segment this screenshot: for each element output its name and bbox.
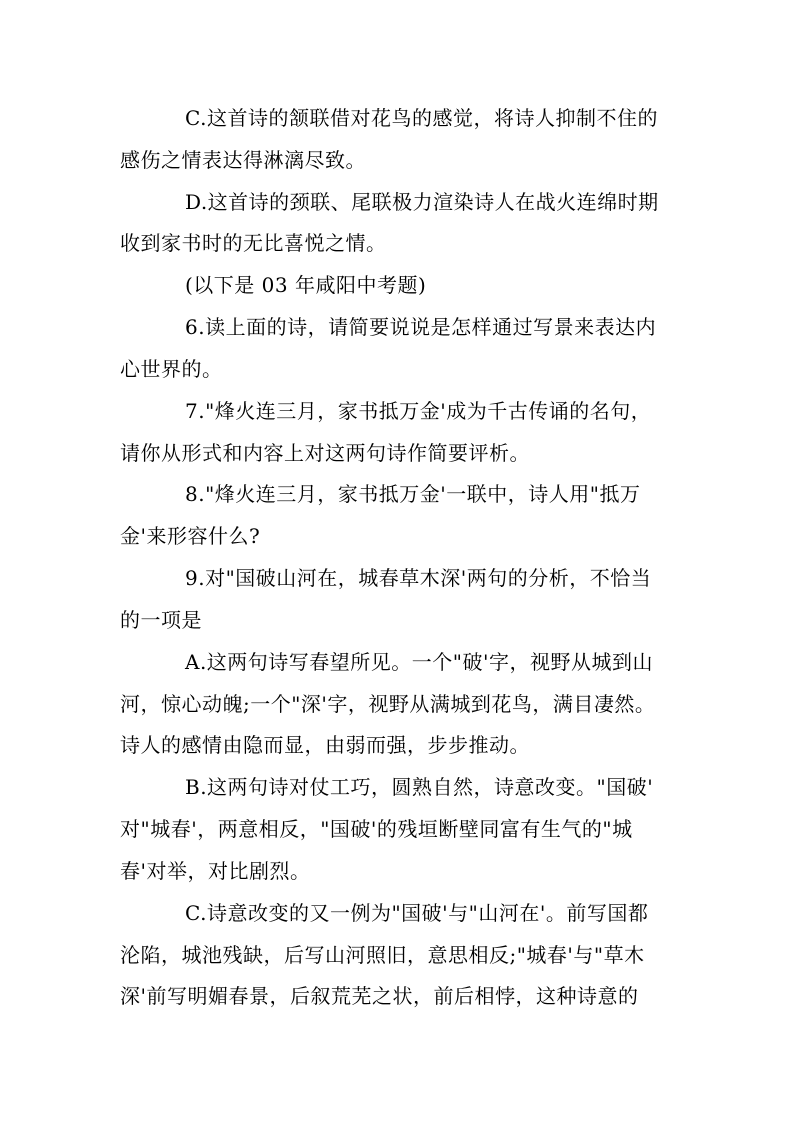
text-line: 对"城春'，两意相反，"国破'的残垣断壁同富有生气的"城 bbox=[120, 817, 633, 841]
text-line: A.这两句诗写春望所见。一个"破'字，视野从城到山 bbox=[185, 650, 653, 674]
text-line: 感伤之情表达得淋漓尽致。 bbox=[120, 148, 366, 172]
text-line: 7."烽火连三月，家书抵万金'成为千古传诵的名句， bbox=[185, 399, 652, 423]
text-line: 6.读上面的诗，请简要说说是怎样通过写景来表达内 bbox=[185, 315, 657, 339]
text-line: 诗人的感情由隐而显，由弱而强，步步推动。 bbox=[120, 733, 530, 757]
text-line: B.这两句诗对仗工巧，圆熟自然，诗意改变。"国破' bbox=[185, 775, 654, 799]
text-line: C.这首诗的颔联借对花鸟的感觉，将诗人抑制不住的 bbox=[185, 106, 658, 130]
text-line: 心世界的。 bbox=[120, 357, 223, 381]
text-line: 的一项是 bbox=[120, 608, 202, 632]
text-line: 沦陷，城池残缺，后写山河照旧，意思相反;"城春'与"草木 bbox=[120, 943, 645, 967]
text-line: 春'对举，对比剧烈。 bbox=[120, 859, 311, 883]
text-line: D.这首诗的颈联、尾联极力渲染诗人在战火连绵时期 bbox=[185, 190, 659, 214]
text-line: 收到家书时的无比喜悦之情。 bbox=[120, 231, 387, 255]
text-line: 深'前写明媚春景，后叙荒芜之状，前后相悖，这种诗意的 bbox=[120, 984, 639, 1008]
text-line: 请你从形式和内容上对这两句诗作简要评析。 bbox=[120, 441, 530, 465]
text-line: 金'来形容什么? bbox=[120, 524, 261, 548]
text-line: C.诗意改变的又一例为"国破'与"山河在'。前写国都 bbox=[185, 901, 649, 925]
text-line: (以下是 03 年咸阳中考题) bbox=[185, 273, 427, 297]
text-line: 河，惊心动魄;一个"深'字，视野从满城到花鸟，满目凄然。 bbox=[120, 692, 656, 716]
text-line: 9.对"国破山河在，城春草木深'两句的分析，不恰当 bbox=[185, 566, 652, 590]
text-line: 8."烽火连三月，家书抵万金'一联中，诗人用"抵万 bbox=[185, 482, 641, 506]
